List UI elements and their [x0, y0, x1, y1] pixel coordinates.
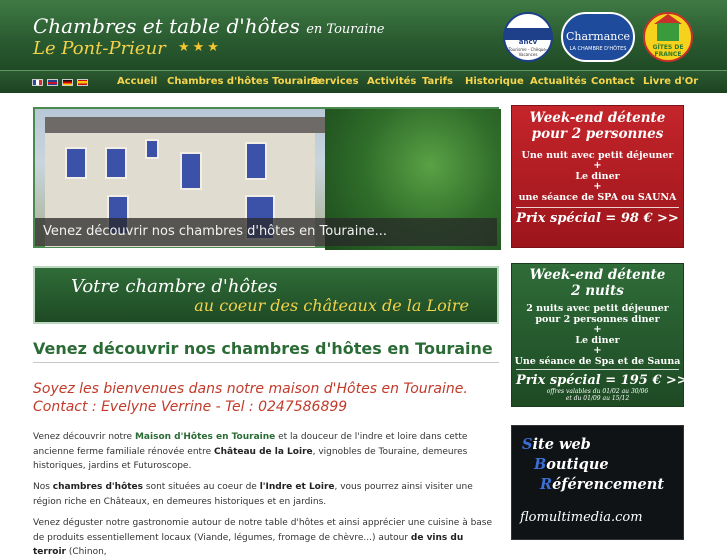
ancv-logo-tagline: Tourisme - Chèque-Vacances — [508, 47, 548, 57]
plus-icon: + — [593, 160, 602, 171]
offer2-item-1b: pour 2 personnes diner — [535, 314, 660, 325]
offer2-heading-2: 2 nuits — [571, 283, 624, 299]
ad-brand: flomultimedia.com — [520, 510, 643, 525]
welcome-message — [33, 380, 468, 416]
main-nav — [0, 70, 727, 93]
welcome-line: Soyez les bienvenues dans notre maison d'Hôtes en Touraine. — [33, 381, 468, 397]
offer2-heading-1: Week-end détente — [529, 267, 666, 283]
plus-icon: + — [593, 181, 602, 192]
offer1-price: Prix spécial = 98 € >> — [516, 207, 679, 226]
ad-line-referencement: Référencement — [540, 476, 665, 493]
hero-photo[interactable] — [33, 107, 499, 248]
contact-line: Contact : Evelyne Verrine - Tel : 0247586899 — [33, 399, 348, 415]
nav-item-tarifs[interactable]: Tarifs — [422, 76, 453, 87]
offer2-item-3: Une séance de Spa et de Sauna — [514, 356, 681, 367]
ad-line-site-web: Site web — [522, 436, 591, 453]
weekend-offer-1[interactable] — [511, 105, 684, 248]
offer1-item-2: Le diner — [575, 171, 620, 182]
rating-stars-icon: ★★★ — [178, 40, 222, 55]
offer1-heading-1: Week-end détente — [529, 110, 666, 126]
charmance-logo-tagline: LA CHAMBRE D'HÔTES — [569, 46, 627, 52]
de-flag-icon[interactable] — [62, 79, 73, 86]
offer2-item-2: Le diner — [575, 335, 620, 346]
nav-item-historique[interactable]: Historique — [465, 76, 524, 87]
offer1-item-3: une séance de SPA ou SAUNA — [518, 192, 677, 203]
es-flag-icon[interactable] — [77, 79, 88, 86]
gites-logo-label: GÎTES DE FRANCE — [652, 44, 684, 58]
maison-hotes-link[interactable]: Maison d'Hôtes en Touraine — [134, 432, 276, 442]
ad-line-boutique: Boutique — [534, 456, 609, 473]
ancv-logo-label: ancv — [518, 38, 538, 46]
nav-item-chambres[interactable]: Chambres d'hôtes Touraine — [167, 76, 321, 87]
banner-line-1: Votre chambre d'hôtes — [71, 276, 278, 297]
offer1-item-1: Une nuit avec petit déjeuner — [521, 150, 674, 161]
nav-item-actualites[interactable]: Actualités — [530, 76, 587, 87]
offer1-heading-2: pour 2 personnes — [531, 126, 664, 142]
offer2-price: Prix spécial = 195 € >> — [516, 369, 679, 388]
page-title: Venez découvrir nos chambres d'hôtes en Touraine — [33, 339, 499, 363]
site-title-small: en Touraine — [306, 22, 385, 37]
site-subtitle: Le Pont-Prieur — [33, 38, 166, 59]
tagline-banner — [33, 266, 499, 324]
site-header — [0, 0, 727, 70]
charmance-logo[interactable] — [561, 12, 635, 62]
house-icon — [657, 23, 679, 41]
site-title-main: Chambres et table d'hôtes — [33, 14, 300, 38]
weekend-offer-2[interactable] — [511, 263, 688, 407]
flomultimedia-ad[interactable] — [511, 425, 684, 540]
offer2-validity-2: et du 01/09 au 15/12 — [565, 395, 630, 402]
offer2-item-1: 2 nuits avec petit déjeuner — [526, 303, 669, 314]
intro-paragraph: Venez découvrir notre Maison d'Hôtes en Touraine et la douceur de l'indre et loire dans cette ancienne ferme familiale rénovée entre Château de la Loire, vignobles de Touraine, demeures historiques, jardins et Futuroscope. — [33, 432, 468, 471]
plus-icon: + — [593, 345, 602, 356]
plus-icon: + — [593, 324, 602, 335]
site-title[interactable] — [33, 14, 384, 38]
nav-item-contact[interactable]: Contact — [591, 76, 635, 87]
nav-item-services[interactable]: Services — [311, 76, 359, 87]
location-paragraph: Nos chambres d'hôtes sont situées au coeur de l'Indre et Loire, vous pourrez ainsi visiter une région riche en Châteaux, en demeures historiques et en jardins. — [33, 482, 473, 507]
ancv-logo[interactable] — [503, 12, 553, 62]
nav-item-activites[interactable]: Activités — [367, 76, 417, 87]
fr-flag-icon[interactable] — [32, 79, 43, 86]
banner-line-2: au coeur des châteaux de la Loire — [194, 296, 469, 315]
gastronomy-paragraph: Venez déguster notre gastronomie autour de notre table d'hôtes et ainsi apprécier une cuisine à base de produits essentiellement locaux (Viande, légumes, fromage de chèvre...) autour de vins du terroir (Chinon, — [33, 518, 493, 557]
charmance-logo-label: Charmance — [565, 30, 631, 43]
nav-item-accueil[interactable]: Accueil — [117, 76, 158, 87]
nav-item-livre-dor[interactable]: Livre d'Or — [643, 76, 699, 87]
offer2-validity-1: offres valables du 01/02 au 30/06 — [546, 388, 649, 395]
en-flag-icon[interactable] — [47, 79, 58, 86]
hero-caption: Venez découvrir nos chambres d'hôtes en Touraine... — [35, 218, 497, 246]
gites-de-france-logo[interactable] — [643, 12, 693, 62]
